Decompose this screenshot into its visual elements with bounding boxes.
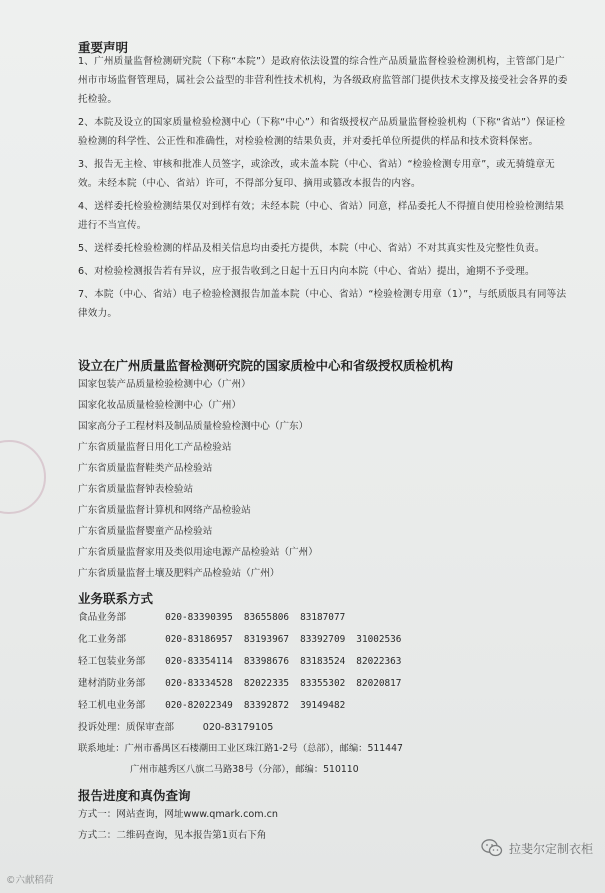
notice-paragraph-4: 4、送样委托检验检测结果仅对到样有效；未经本院（中心、省站）同意，样品委托人不得擅自使用检验检测结果进行不当宣传。: [78, 201, 565, 231]
department-label: 轻工包装业务部: [78, 656, 146, 667]
watermark-right: [481, 838, 593, 858]
verify-method-qrcode: 方式二：二维码查询，见本报告第1页右下角: [78, 830, 267, 841]
center-item: 广东省质量监督家用及类似用途电源产品检验站（广州）: [78, 547, 318, 558]
phone-number: 83392709: [300, 634, 346, 645]
center-item: 广东省质量监督日用化工产品检验站: [78, 442, 232, 453]
contact-row: [78, 609, 353, 625]
notice-paragraph-7: 7、本院（中心、省站）电子检验检测报告加盖本院（中心、省站）“检验检测专用章（1）”，与纸质版具有同等法律效力。: [78, 289, 567, 319]
phone-number: 83355302: [300, 678, 346, 689]
center-item: 国家高分子工程材料及制品质量检验检测中心（广东）: [78, 421, 309, 432]
department-label: 建材消防业务部: [78, 678, 146, 689]
verify-method-website: 方式一：网站查询，网址www.qmark.com.cn: [78, 809, 278, 820]
phone-number: 83398676: [243, 656, 290, 667]
department-label: 轻工机电业务部: [78, 700, 146, 711]
center-item: 广东省质量监督钟表检验站: [78, 484, 194, 495]
center-item: 广东省质量监督计算机和网络产品检验站: [78, 505, 251, 516]
center-item: 广东省质量监督婴童产品检验站: [78, 526, 213, 537]
center-item: 广东省质量监督鞋类产品检验站: [78, 463, 213, 474]
center-item: 国家化妆品质量检验检测中心（广州）: [78, 400, 242, 411]
phone-number: 020-82022349: [165, 700, 233, 711]
notice-paragraph-1: 1、广州质量监督检测研究院（下称“本院”）是政府依法设置的综合性产品质量监督检验检测机构，主管部门是广州市市场监督管理局，属社会公益型的非营利性技术机构，为各级政府监管部门提供技术支撑及接受社会各界的委托检验。: [78, 56, 568, 105]
phone-number: 82020817: [356, 678, 402, 689]
department-label: 食品业务部: [78, 612, 126, 623]
address-headquarters: 联系地址：广州市番禺区石楼潮田工业区珠江路1-2号（总部），邮编：511447: [78, 743, 403, 754]
center-item: 国家包装产品质量检验检测中心（广州）: [78, 379, 251, 390]
watermark-right-text: 拉斐尔定制衣柜: [508, 841, 593, 856]
contact-title: 业务联系方式: [78, 591, 154, 606]
phone-number: 39149482: [300, 700, 346, 711]
contact-row: [78, 675, 409, 691]
notice-body: [78, 52, 568, 327]
phone-number: 31002536: [356, 634, 402, 645]
contact-row: [78, 653, 409, 669]
phone-number: 83655806: [243, 612, 290, 623]
address-branch: 广州市越秀区八旗二马路38号（分部），邮编：510110: [130, 764, 359, 775]
phone-number: 82022363: [356, 656, 402, 667]
complaint-line: 投诉处理：质保审查部 020-83179105: [78, 722, 274, 733]
phone-number: 83187077: [300, 612, 346, 623]
phone-number: 83183524: [300, 656, 346, 667]
phone-number: 020-83390395: [165, 612, 233, 623]
center-item: 广东省质量监督土壤及肥料产品检验站（广州）: [78, 568, 280, 579]
phone-number: 83193967: [243, 634, 290, 645]
phone-number: 020-83186957: [165, 634, 233, 645]
phone-number: 83392872: [243, 700, 290, 711]
contact-row: [78, 697, 353, 713]
watermark-left: ©六献稻荷: [6, 875, 54, 886]
department-label: 化工业务部: [78, 634, 126, 645]
faded-seal-stamp: [0, 440, 46, 514]
verify-title: 报告进度和真伪查询: [78, 788, 191, 803]
contact-row: [78, 631, 409, 647]
phone-number: 82022335: [243, 678, 290, 689]
notice-paragraph-6: 6、对检验检测报告若有异议，应于报告收到之日起十五日内向本院（中心、省站）提出，逾期不予受理。: [78, 266, 535, 277]
notice-paragraph-5: 5、送样委托检验检测的样品及相关信息均由委托方提供，本院（中心、省站）不对其真实性及完整性负责。: [78, 243, 545, 254]
wechat-icon: [481, 838, 503, 858]
phone-number: 020-83354114: [165, 656, 233, 667]
phone-number: 020-83334528: [165, 678, 233, 689]
notice-paragraph-3: 3、报告无主检、审核和批准人员签字，或涂改，或未盖本院（中心、省站）“检验检测专用章”，或无骑缝章无效。未经本院（中心、省站）许可，不得部分复印、摘用或篡改本报告的内容。: [78, 159, 555, 189]
notice-paragraph-2: 2、本院及设立的国家质量检验检测中心（下称“中心”）和省级授权产品质量监督检验机构（下称“省站”）保证检验检测的科学性、公正性和准确性，对检验检测的结果负责，并对委托单位所提供的样品和技术资料保密。: [78, 117, 566, 147]
notice-title: 重要声明: [78, 40, 129, 55]
centers-title: 设立在广州质量监督检测研究院的国家质检中心和省级授权质检机构: [78, 358, 454, 373]
